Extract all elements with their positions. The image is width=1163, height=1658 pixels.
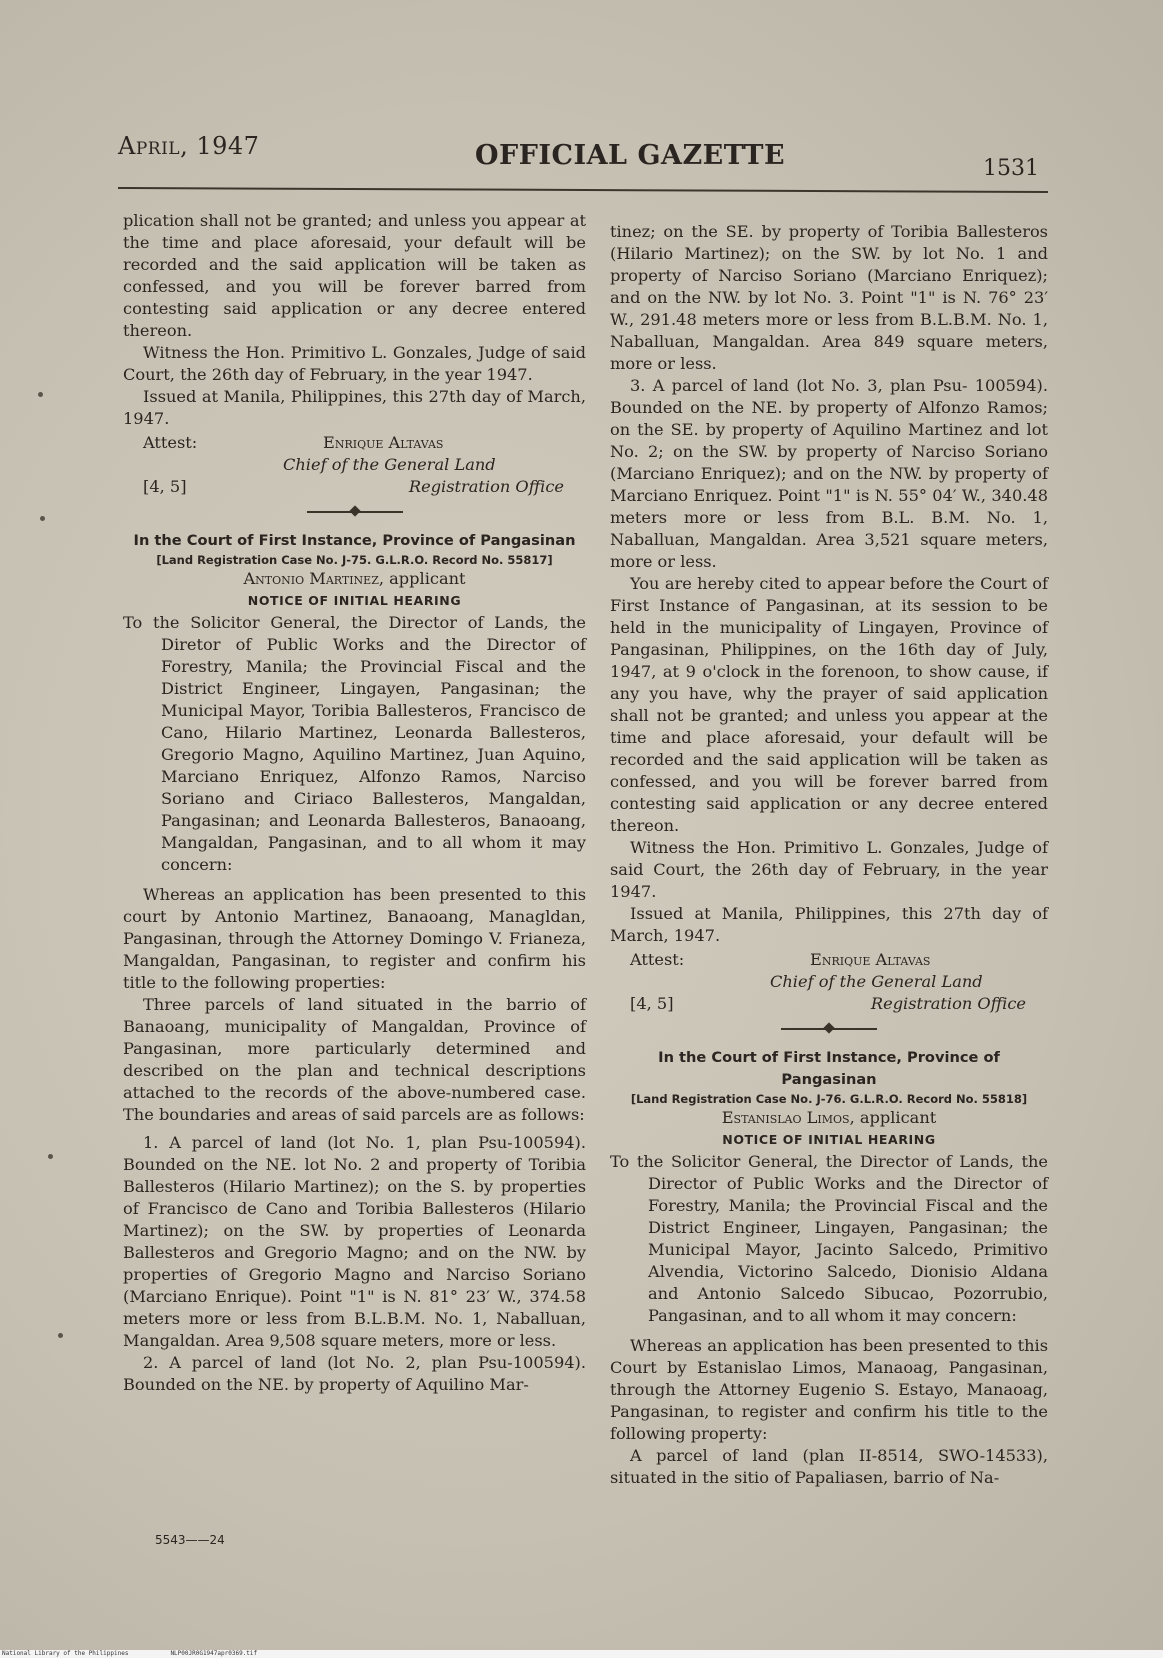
paragraph: Issued at Manila, Philippines, this 27th day of March, 1947.	[123, 387, 586, 428]
paragraph: plication shall not be granted; and unless you appear at the time and place aforesaid, your default will be recorded and the said application will be taken as confessed, and you will be forever barred from contesting said application or any decree entered thereon.	[123, 211, 586, 340]
paragraph: 1. A parcel of land (lot No. 1, plan Psu-100594). Bounded on the NE. lot No. 2 and property of Toribia Ballesteros (Hilario Martinez); on the S. by properties of Francisco de Cano and Toribia Ballesteros (Hilario Martinez); on the SW. by properties of Leonarda Ballesteros and Gregorio Magno; and on the NW. by properties of Gregorio Magno and Narciso Soriano (Marciano Enrique). Point "1" is N. 81° 23′ W., 374.58 meters more or less from B.L.B.M. No. 1, Naballuan, Mangaldan. Area 9,508 square meters, more or less.	[123, 1133, 586, 1350]
paragraph: Whereas an application has been presented to this court by Antonio Martinez, Banaoang, Managldan, Pangasinan, through the Attorney Domingo V. Frianeza, Mangaldan, Pangasinan, to register and confirm his title to the following properties:	[123, 885, 586, 992]
court-heading: In the Court of First Instance, Province of Pangasinan	[133, 532, 576, 549]
attest-ref: [4, 5]	[143, 477, 187, 496]
section-separator	[610, 1019, 1048, 1039]
paragraph: tinez; on the SE. by property of Toribia Ballesteros (Hilario Martinez); on the SW. by lot No. 1 and property of Narciso Soriano (Marciano Enriquez); and on the NW. by lot No. 3. Point "1" is N. 76° 23′ W., 291.48 meters more or less from B.L.B.M. No. 1, Naballuan, Mangaldan. Area 849 square meters, more or less.	[610, 222, 1048, 373]
notice-heading: NOTICE OF INITIAL HEARING	[247, 593, 462, 608]
applicant-line	[123, 568, 586, 590]
applicant-name: Estanislao Limos	[721, 1108, 850, 1127]
header-date: April, 1947	[118, 132, 260, 160]
page-number: 1531	[983, 156, 1039, 181]
addressees: To the Solicitor General, the Director of Lands, the Director of Public Works and the Director of Forestry, Manila; the Provincial Fiscal and the District Engineer, Lingayen, Pangasinan; the Municipal Mayor, Jacinto Salcedo, Primitivo Alvendia, Victorino Salcedo, Dionisio Aldana and Antonio Salcedo Sibucao, Pozorrubio, Pangasinan, and to all whom it may concern:	[610, 1152, 1048, 1325]
attestation	[610, 949, 1048, 1015]
attest-title: Chief of the General Land	[770, 972, 983, 991]
footer-file: NLP00JR0G1947apr0369.tif	[170, 1650, 258, 1657]
paragraph: 3. A parcel of land (lot No. 3, plan Psu- 100594). Bounded on the NE. by property of Alfonzo Ramos; on the SE. by property of Aquilino Martinez and lot No. 2; on the SW. by property of Narciso Soriano (Marciano Enriquez); and on the NW. by property of Marciano Enriquez. Point "1" is N. 55° 04′ W., 340.48 meters more or less from B.L. B.M. No. 1, Naballuan, Mangaldan. Area 3,521 square meters, more or less.	[610, 376, 1048, 571]
paragraph: Witness the Hon. Primitivo L. Gonzales, Judge of said Court, the 26th day of February, in the year 1947.	[610, 838, 1048, 901]
header-title: OFFICIAL GAZETTE	[475, 140, 786, 171]
attest-label: Attest:	[143, 433, 198, 452]
scan-footer	[0, 1650, 1163, 1658]
paragraph: Witness the Hon. Primitivo L. Gonzales, Judge of said Court, the 26th day of February, in the year 1947.	[123, 343, 586, 384]
paragraph: You are hereby cited to appear before the Court of First Instance of Pangasinan, at its session to be held in the municipality of Lingayen, Province of Pangasinan, Philippines, on the 16th day of July, 1947, at 9 o'clock in the forenoon, to show cause, if any you have, why the prayer of said application shall not be granted; and unless you appear at the time and place aforesaid, your default will be recorded and the said application will be taken as confessed, and you will be forever barred from contesting said application or any decree entered thereon.	[610, 574, 1048, 835]
case-reference: [Land Registration Case No. J-76. G.L.R.O. Record No. 55818]	[630, 1092, 1028, 1106]
attest-label: Attest:	[630, 950, 685, 969]
scan-speck	[38, 392, 43, 397]
signature-mark: 5543——24	[155, 1533, 225, 1547]
attest-title: Registration Office	[408, 477, 564, 496]
applicant-suffix: , applicant	[378, 569, 466, 588]
paragraph: 2. A parcel of land (lot No. 2, plan Psu-100594). Bounded on the NE. by property of Aquilino Mar-	[123, 1353, 586, 1394]
attest-title: Registration Office	[870, 994, 1026, 1013]
paragraph: Issued at Manila, Philippines, this 27th day of March, 1947.	[610, 904, 1048, 945]
paragraph: A parcel of land (plan II-8514, SWO-14533), situated in the sitio of Papaliasen, barrio of Na-	[610, 1446, 1048, 1487]
applicant-line	[610, 1107, 1048, 1129]
attest-name: Enrique Altavas	[810, 950, 931, 969]
attest-title: Chief of the General Land	[283, 455, 496, 474]
attest-ref: [4, 5]	[630, 994, 674, 1013]
diamond-ornament-icon	[823, 1022, 834, 1033]
case-reference: [Land Registration Case No. J-75. G.L.R.O. Record No. 55817]	[156, 553, 553, 567]
left-column	[123, 210, 586, 1396]
scan-speck	[48, 1154, 53, 1159]
paragraph: Three parcels of land situated in the barrio of Banaoang, municipality of Mangaldan, Province of Pangasinan, more particularly determined and described on the plan and technical descriptions attached to the records of the above-numbered case. The boundaries and areas of said parcels are as follows:	[123, 995, 586, 1124]
addressees: To the Solicitor General, the Director of Lands, the Diretor of Public Works and the Director of Forestry, Manila; the Provincial Fiscal and the District Engineer, Lingayen, Pangasinan; the Municipal Mayor, Toribia Ballesteros, Francisco de Cano, Hilario Martinez, Leonarda Ballesteros, Gregorio Magno, Aquilino Martinez, Juan Aquino, Marciano Enriquez, Alfonzo Ramos, Narciso Soriano and Ciriaco Ballesteros, Mangaldan, Pangasinan; and Leonarda Ballesteros, Banaoang, Mangaldan, Pangasinan, and to all whom it may concern:	[123, 613, 586, 874]
header-rule	[118, 187, 1048, 193]
scan-speck	[58, 1333, 63, 1338]
scan-speck	[40, 516, 45, 521]
section-separator	[123, 502, 586, 522]
applicant-name: Antonio Martinez	[243, 569, 379, 588]
court-heading: In the Court of First Instance, Province of Pangasinan	[658, 1049, 1000, 1088]
applicant-suffix: , applicant	[849, 1108, 937, 1127]
notice-heading: NOTICE OF INITIAL HEARING	[722, 1132, 936, 1147]
right-column	[610, 221, 1048, 1489]
paragraph: Whereas an application has been presented to this Court by Estanislao Limos, Manaoag, Pangasinan, through the Attorney Eugenio S. Estayo, Manaoag, Pangasinan, to register and confirm his title to the following property:	[610, 1336, 1048, 1443]
attest-name: Enrique Altavas	[323, 433, 444, 452]
attestation	[123, 432, 586, 498]
diamond-ornament-icon	[349, 505, 360, 516]
footer-source: National Library of the Philippines	[2, 1650, 129, 1657]
